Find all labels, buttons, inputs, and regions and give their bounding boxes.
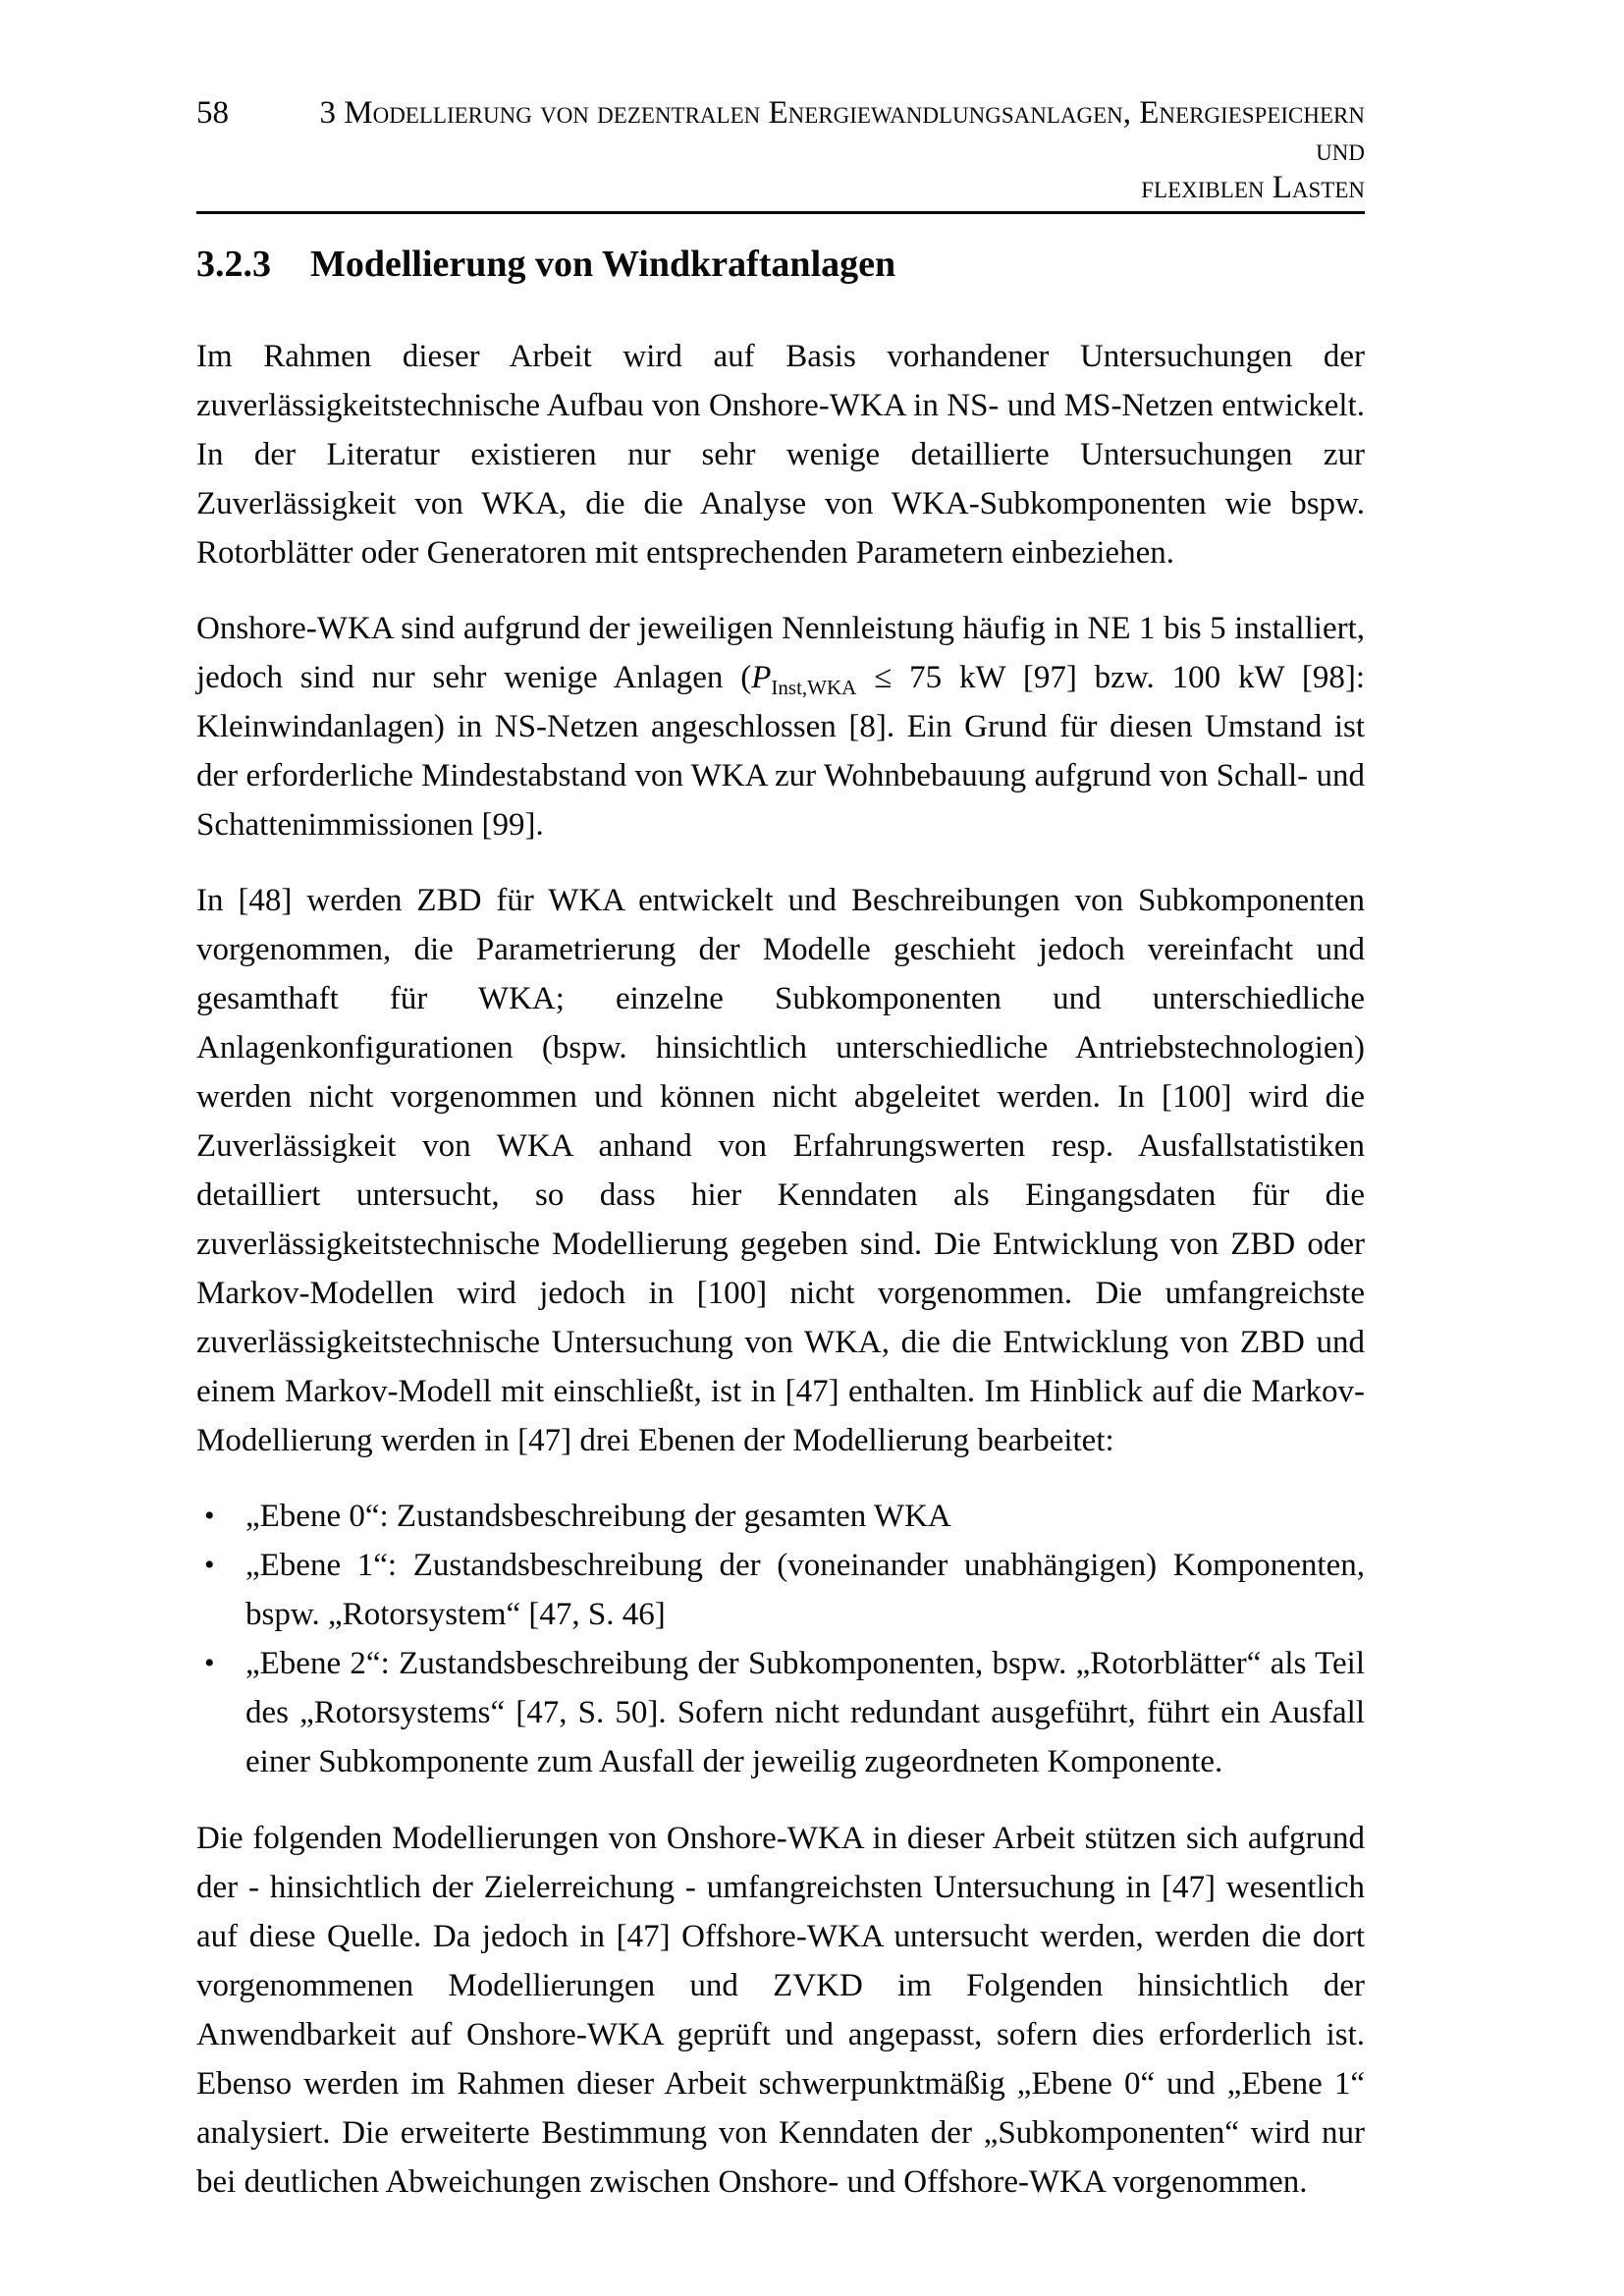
bullet-icon: •: [204, 1500, 215, 1532]
formula-variable-p: P: [751, 660, 772, 695]
section-title: Modellierung von Windkraftanlagen: [310, 244, 896, 285]
list-item-ebene-2: [196, 1639, 1365, 1786]
page-header: [196, 94, 1365, 214]
paragraph-onshore-wka: [196, 604, 1365, 849]
page-number: 58: [196, 95, 229, 131]
bullet-icon: •: [204, 1647, 215, 1679]
header-rule: [196, 211, 1365, 214]
chapter-running-title-line2: flexiblen Lasten: [1141, 170, 1365, 205]
paragraph-conclusion: Die folgenden Modellierungen von Onshore-WKA in dieser Arbeit stützen sich aufgrund der - hinsichtlich der Zielerreichung - umfangreichsten Untersuchung in [47] wesentlich auf diese Quelle. Da jedoch in [47] Offshore-WKA untersucht werden, werden die dort vorgenommenen Modellierungen und ZVKD im Folgenden hinsichtlich der Anwendbarkeit auf Onshore-WKA geprüft und angepasst, sofern dies erforderlich ist. Ebenso werden im Rahmen dieser Arbeit schwerpunktmäßig „Ebene 0“ und „Ebene 1“ analysiert. Die erweiterte Bestimmung von Kenndaten der „Subkomponenten“ wird nur bei deutlichen Abweichungen zwischen Onshore- und Offshore-WKA vorgenommen.: [196, 1821, 1365, 2200]
bullet-icon: •: [204, 1549, 215, 1581]
section-number: 3.2.3: [196, 244, 271, 285]
paragraph-literature-review: In [48] werden ZBD für WKA entwickelt und Beschreibungen von Subkomponenten vorgenommen, die Parametrierung der Modelle geschieht jedoch vereinfacht und gesamthaft für WKA; einzelne Subkomponenten und unterschiedliche Anlagenkonfigurationen (bspw. hinsichtlich unterschiedliche Antriebstechnologien) werden nicht vorgenommen und können nicht abgeleitet werden. In [100] wird die Zuverlässigkeit von WKA anhand von Erfahrungswerten resp. Ausfallstatistiken detailliert untersucht, so dass hier Kenndaten als Eingangsdaten für die zuverlässigkeitstechnische Modellierung gegeben sind. Die Entwicklung von ZBD oder Markov-Modellen wird jedoch in [100] nicht vorgenommen. Die umfangreichste zuverlässigkeitstechnische Untersuchung von WKA, die die Entwicklung von ZBD und einem Markov-Modell mit einschließt, ist in [47] enthalten. Im Hinblick auf die Markov-Modellierung werden in [47] drei Ebenen der Modellierung bearbeitet:: [196, 883, 1365, 1458]
page-body: [196, 242, 1365, 2207]
list-item-text: „Ebene 2“: Zustandsbeschreibung der Subkomponenten, bspw. „Rotorblätter“ als Teil des „Rotorsystems“ [47, S. 50]. Sofern nicht redundant ausgeführt, führt ein Ausfall einer Subkomponente zum Ausfall der jeweilig zugeordneten Komponente.: [245, 1646, 1365, 1779]
chapter-running-title-line1: 3 Modellierung von dezentralen Energiewandlungsanlagen, Energiespeichern und: [319, 95, 1365, 168]
header-row: [196, 94, 1365, 206]
section-heading: [196, 242, 1365, 287]
list-item-text: „Ebene 1“: Zustandsbeschreibung der (voneinander unabhängigen) Komponenten, bspw. „Rotorsystem“ [47, S. 46]: [245, 1548, 1365, 1632]
modeling-levels-list: [196, 1492, 1365, 1786]
formula-subscript-inst-wka: Inst,WKA: [771, 676, 857, 699]
paragraph-intro: Im Rahmen dieser Arbeit wird auf Basis vorhandener Untersuchungen der zuverlässigkeitstechnische Aufbau von Onshore-WKA in NS- und MS-Netzen entwickelt. In der Literatur existieren nur sehr wenige detaillierte Untersuchungen zur Zuverlässigkeit von WKA, die die Analyse von WKA-Subkomponenten wie bspw. Rotorblätter oder Generatoren mit entsprechenden Parametern einbeziehen.: [196, 339, 1365, 571]
paragraph-onshore-wka-text-cont: ≤ 75 kW [97] bzw. 100 kW [98]: Kleinwindanlagen) in NS-Netzen angeschlossen [8]. Ein Grund für diesen Umstand ist der erforderliche Mindestabstand von WKA zur Wohnbebauung aufgrund von Schall- und Schattenimmissionen [99].: [196, 660, 1365, 843]
list-item-ebene-1: [196, 1541, 1365, 1639]
list-item-ebene-0: [196, 1492, 1365, 1541]
chapter-running-title: [314, 94, 1365, 206]
paragraph-onshore-wka-text: Onshore-WKA sind aufgrund der jeweiligen Nennleistung häufig in NE 1 bis 5 installiert, jedoch sind nur sehr wenige Anlagen (: [196, 611, 1365, 695]
list-item-text: „Ebene 0“: Zustandsbeschreibung der gesamten WKA: [245, 1499, 951, 1534]
